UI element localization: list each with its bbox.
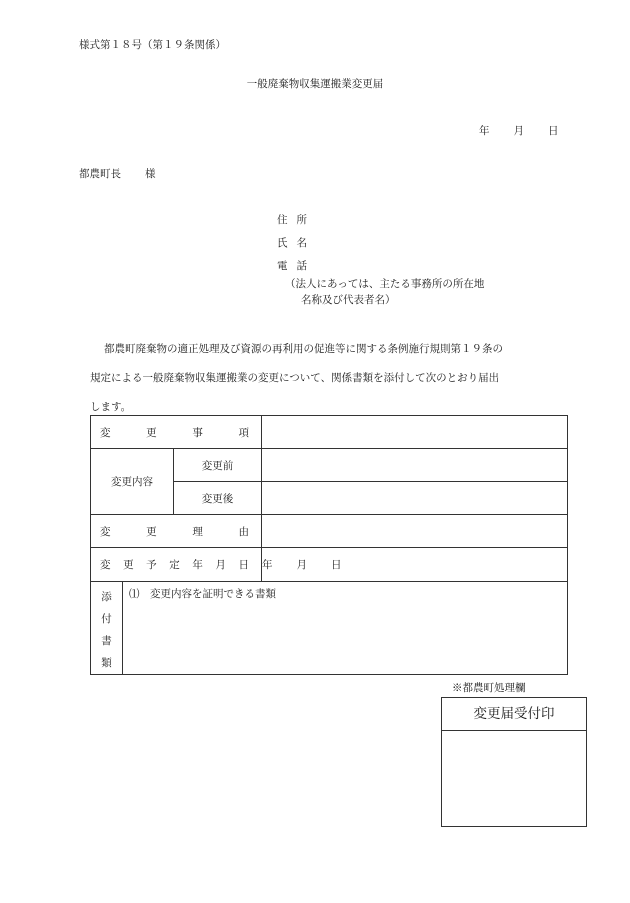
addressee-honorific: 様 <box>145 168 156 180</box>
change-form-table <box>90 415 568 675</box>
table-row <box>91 416 568 449</box>
change-reason-label: 変 更 理 由 <box>91 515 262 548</box>
form-number: 様式第１８号（第１９条関係） <box>79 39 226 51</box>
applicant-block <box>277 209 316 278</box>
addressee <box>79 166 156 181</box>
receipt-stamp-box <box>441 697 587 827</box>
before-field[interactable] <box>262 449 568 482</box>
date-year: 年 <box>479 125 490 137</box>
table-row <box>91 548 568 582</box>
table-row <box>91 515 568 548</box>
attachment-field[interactable] <box>123 582 568 675</box>
scheduled-date-label: 変 更 予 定 年 月 日 <box>91 548 262 582</box>
document-title: 一般廃棄物収集運搬業変更届 <box>246 78 384 90</box>
office-use-label: ※都農町処理欄 <box>452 682 526 694</box>
scheduled-date-field[interactable] <box>262 548 568 582</box>
table-row <box>91 582 568 675</box>
scheduled-month: 月 <box>296 559 308 571</box>
addressee-name: 都農町長 <box>79 168 121 180</box>
body-line: 都農町廃棄物の適正処理及び資源の再利用の促進等に関する条例施行規則第１９条の <box>104 343 503 355</box>
change-content-label: 変更内容 <box>91 449 174 515</box>
change-item-label: 変 更 事 項 <box>91 416 262 449</box>
table-row <box>91 449 568 482</box>
attachment-item: ⑴ 変更内容を証明できる書類 <box>129 588 276 600</box>
name-label: 氏名 <box>277 237 316 249</box>
scheduled-year: 年 <box>262 559 273 571</box>
attachment-label: 添 付 書 類 <box>91 582 123 675</box>
body-line: 規定による一般廃棄物収集運搬業の変更について、関係書類を添付して次のとおり届出 <box>90 372 500 384</box>
body-line: します。 <box>90 401 132 413</box>
corporate-note-line2: 名称及び代表者名） <box>301 294 396 306</box>
address-label: 住所 <box>277 214 316 226</box>
date-day: 日 <box>548 125 559 137</box>
before-label: 変更前 <box>174 449 262 482</box>
submission-date <box>479 123 559 138</box>
phone-label: 電話 <box>277 260 316 272</box>
after-label: 変更後 <box>174 482 262 515</box>
body-paragraph <box>90 335 503 422</box>
change-item-field[interactable] <box>262 416 568 449</box>
scheduled-day: 日 <box>331 559 342 571</box>
corporate-note-line1: （法人にあっては、主たる事務所の所在地 <box>285 278 485 290</box>
date-month: 月 <box>513 125 524 137</box>
change-reason-field[interactable] <box>262 515 568 548</box>
receipt-stamp-title: 変更届受付印 <box>442 698 586 731</box>
after-field[interactable] <box>262 482 568 515</box>
